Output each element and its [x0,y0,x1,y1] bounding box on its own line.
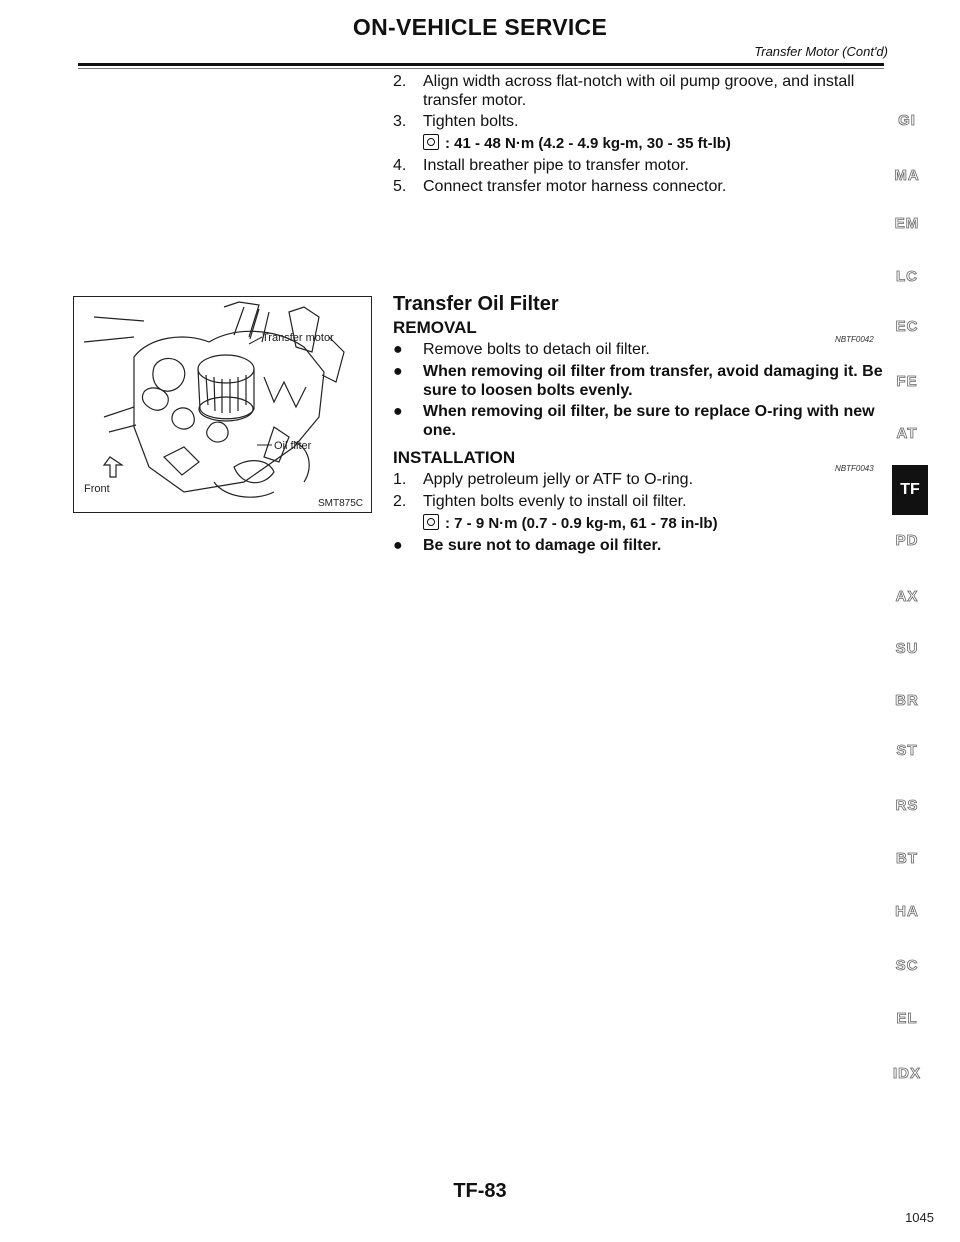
step-text: Align width across flat-notch with oil pump groove, and install transfer motor. [423,73,855,109]
torque-spec-text: : 41 - 48 N·m (4.2 - 4.9 kg-m, 30 - 35 ft-lb) [445,135,731,152]
side-tab-rs[interactable]: RS [895,797,919,814]
page-number: 1045 [905,1210,934,1225]
step-number: 2. [393,73,407,90]
transfer-assembly-drawing [74,297,371,512]
step-text: Apply petroleum jelly or ATF to O-ring. [423,471,694,488]
side-tab-idx[interactable]: IDX [892,1065,921,1082]
side-tab-el[interactable]: EL [896,1010,918,1027]
side-tab-em[interactable]: EM [894,215,920,232]
torque-wrench-icon [423,134,439,150]
side-tab-bt[interactable]: BT [896,850,918,867]
torque-wrench-icon [423,514,439,530]
side-tab-at[interactable]: AT [896,425,918,442]
removal-item-text: Remove bolts to detach oil filter. [423,341,650,358]
oil-filter-illustration [73,296,372,513]
removal-item-text: When removing oil filter, be sure to replace O-ring with new one. [423,403,875,439]
side-tab-ax[interactable]: AX [895,588,919,605]
bullet-icon: ● [393,403,403,420]
section-title: Transfer Oil Filter [393,293,559,315]
installation-heading: INSTALLATION [393,448,516,467]
step-number: 3. [393,113,407,130]
removal-heading: REMOVAL [393,318,477,337]
step-text: Tighten bolts. [423,113,519,130]
side-tab-ec[interactable]: EC [895,318,919,335]
side-tab-gi[interactable]: GI [898,112,916,129]
step-number: 4. [393,157,407,174]
front-arrow-icon [104,457,122,477]
label-transfer-motor: Transfer motor [262,332,334,344]
installation-code: NBTF0043 [835,464,874,473]
torque-spec-text: : 7 - 9 N·m (0.7 - 0.9 kg-m, 61 - 78 in-lb) [445,515,718,532]
step-text: Tighten bolts evenly to install oil filter. [423,493,687,510]
side-tab-st[interactable]: ST [896,742,918,759]
side-tab-br[interactable]: BR [895,692,919,709]
torque-spec-2 [423,514,718,533]
side-tab-sc[interactable]: SC [895,957,919,974]
header-rule-thin [78,68,884,69]
step-text: Install breather pipe to transfer motor. [423,157,689,174]
step-number: 5. [393,178,407,195]
step-text: Connect transfer motor harness connector. [423,178,727,195]
figure-code: SMT875C [318,498,364,509]
removal-code: NBTF0042 [835,335,874,344]
side-tab-ha[interactable]: HA [895,903,919,920]
step-number: 2. [393,493,407,510]
installation-note-text: Be sure not to damage oil filter. [423,537,662,554]
header-rule [78,63,884,66]
side-tab-lc[interactable]: LC [896,268,918,285]
bullet-icon: ● [393,363,403,380]
bullet-icon: ● [393,537,403,554]
side-tab-tf-active[interactable]: TF [892,465,928,515]
bullet-icon: ● [393,341,403,358]
step-number: 1. [393,471,407,488]
page-subtitle: Transfer Motor (Cont'd) [754,44,888,59]
label-front: Front [84,483,110,495]
page-label: TF-83 [453,1180,507,1202]
side-tab-pd[interactable]: PD [895,532,919,549]
side-tab-ma[interactable]: MA [894,167,920,184]
side-tab-fe[interactable]: FE [896,373,918,390]
label-oil-filter: Oil filter [274,440,312,452]
page-title: ON-VEHICLE SERVICE [352,14,608,40]
torque-spec-1 [423,134,731,153]
side-tab-su[interactable]: SU [895,640,919,657]
removal-item-text: When removing oil filter from transfer, avoid damaging it. Be sure to loosen bolts evenly. [423,363,883,399]
